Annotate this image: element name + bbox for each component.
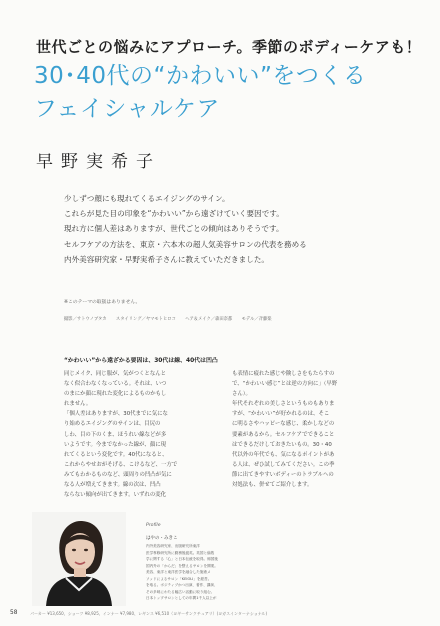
body-line: はできるだけしておきたいもの。30・40 — [232, 441, 332, 448]
profile-bio-line: 国内外の「からだ」を整えるサロンを開業。 — [146, 563, 218, 568]
note: ※このテーマの取扱はありません。 — [64, 300, 141, 305]
headline-line-2: フェイシャルケア — [34, 96, 220, 122]
profile-bio-line: 学に関する「心」と日本伝統を取得。帰国後 — [146, 557, 218, 561]
profile-bio-line: ソッドによるサロン「KEIOLI」を経営。 — [146, 576, 212, 581]
intro-line: 現れ方に個人差はありますが、世代ごとの傾向はありそうです。 — [64, 224, 284, 234]
profile-bio-line: 日本トップサロンとしての年間1千人以上が — [146, 596, 217, 600]
body-line: 代以外の年代でも、気になるポイントがあ — [232, 451, 335, 458]
intro-line: これらが見た目の印象を“かわいい”から遠ざけていく要因です。 — [64, 209, 284, 219]
body-line: いようです。今までなかった線が、顔に現 — [64, 441, 166, 448]
body-line: れません。 — [64, 401, 92, 408]
credit-styling: スタイリング／ヤマモトヒロコ — [115, 317, 176, 322]
body-line: これからやせおがそげる、こけるなど、一方で — [64, 461, 178, 468]
profile-bio-line: 内外美容研究家、出版研究所東洋 — [146, 544, 200, 548]
intro-paragraph — [64, 191, 404, 267]
body-line: で、“かわいい感じ”とは逆の方向に」（早野 — [232, 381, 338, 388]
credits — [64, 316, 280, 322]
profile-bio-line: 美容、東洋と東洋医学を融合した施術メ — [146, 570, 211, 574]
body-line: なる人が増えてきます。線の次は、凹凸 — [64, 482, 161, 489]
intro-line: セルフケアの方法を、東京・六本木の超人気美容サロンの代表を務める — [64, 239, 307, 249]
headline — [34, 60, 424, 126]
intro-line: 内外美容研究家・早野実希子さんに教えていただきました。 — [64, 254, 270, 264]
footer-credits: パーカー ¥13,650、ショーツ ¥8,925、インナー ¥7,980、レギンス ¥6,510（ヨギーサンクチュアリ）(ヨガスインターナショナル) — [30, 611, 268, 616]
body-line: さん）。 — [232, 391, 251, 398]
body-column-1 — [64, 369, 196, 500]
intro-line: 少しずつ顔にも現れてくるエイジングのサイン。 — [64, 194, 230, 203]
body-line: 要素があるから。セルフケアでできること — [232, 431, 335, 438]
body-line: 節に出てきやすいボディーのトラブルへの — [232, 471, 334, 478]
credit-hair-makeup: ヘア＆メイク／森田奈都 — [185, 317, 233, 322]
page-number: 58 — [10, 610, 18, 616]
credit-model: モデル／斉藤楽 — [241, 317, 272, 322]
body-line: 同じメイク、同じ服が、気がつくとなんと — [64, 371, 166, 377]
body-line: る人は、ぜひ試してみてください。この季 — [232, 461, 335, 468]
body-line: れてくるという変化です。40代になると、 — [64, 451, 168, 458]
profile-bio-line: を取る。ポジティブかつ出演、著作、講演、 — [146, 583, 218, 587]
profile-bio-line: 医学専修研究所に勤務後渡英。英国と倫敦 — [146, 550, 215, 555]
kicker: 世代ごとの悩みにアプローチ。季節のボディーケアも！ — [36, 38, 422, 56]
author-photo — [32, 512, 126, 606]
body-line: みてもわかるものなど、頭周りの凹凸が気に — [64, 471, 172, 478]
headline-line-1: 30･40代の“かわいい”をつくる — [34, 63, 367, 89]
profile-bio — [146, 543, 266, 602]
body-line: のまにか顔に現れた変化によるものかもし — [64, 391, 167, 398]
profile-bio-line: その多岐にわたる幅広い活動に取り組む。 — [146, 589, 215, 594]
profile-name: はやの・みきこ — [146, 536, 178, 541]
body-line: に明るさやハッピーな感じ、柔かしなどの — [232, 421, 335, 428]
credit-photo: 撮影／サトウノブタカ — [64, 317, 107, 322]
body-line: も表情に疲れた感じや険しさをもたらすの — [232, 371, 335, 377]
body-line: 対処法も、併せてご紹介します。 — [232, 482, 313, 489]
body-line: 「個人差はありますが、30代までに気にな — [64, 411, 168, 418]
body-line: 年代それぞれの美しさというものもありま — [232, 401, 335, 408]
section-heading: “かわいい”から遠ざかる要因は、30代は線、40代は凹凸 — [64, 358, 218, 364]
body-column-2 — [232, 369, 364, 490]
author-portrait — [32, 512, 126, 606]
author-name: 早野実希子 — [36, 152, 161, 172]
profile-label: Profile — [146, 523, 161, 528]
body-line: しわ、目の下のくま、ほうれい線などが多 — [64, 431, 167, 438]
body-line: ならない傾向が出てきます。いずれの変化 — [64, 492, 166, 499]
body-line: り始めるエイジングのサインは、目尻の — [64, 421, 161, 428]
body-line: すが、“かわいい”が好かれるのは、そこ — [232, 411, 330, 418]
body-line: なく似合わなくなっている。それは、いつ — [64, 381, 167, 388]
